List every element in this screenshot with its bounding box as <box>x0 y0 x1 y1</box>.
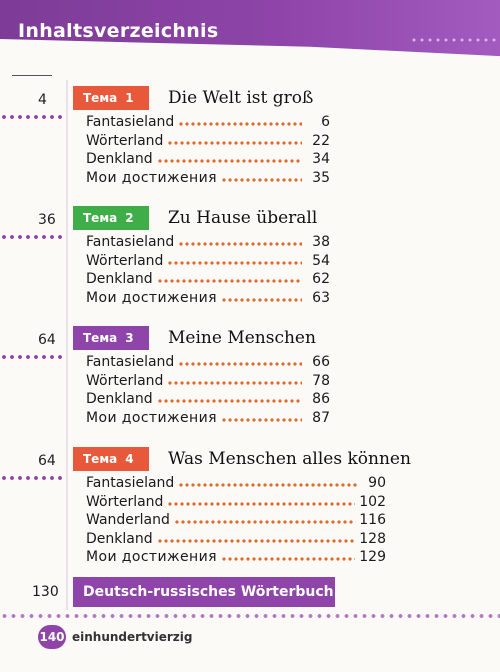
toc-page: 66 <box>312 354 330 370</box>
leader-dots <box>178 122 302 126</box>
badge-number: 4 <box>125 452 134 466</box>
toc-row[interactable] <box>86 271 330 290</box>
header-dots <box>410 38 500 42</box>
leader-dots <box>157 159 302 163</box>
leader-dots <box>167 381 302 385</box>
margin-line <box>66 80 68 610</box>
badge-number: 3 <box>125 331 134 345</box>
toc-list <box>86 354 330 428</box>
toc-page: 63 <box>312 289 330 306</box>
toc-row[interactable] <box>86 549 386 568</box>
toc-page: 38 <box>312 234 330 250</box>
toc-label: Wörterland <box>86 252 164 269</box>
leader-dots <box>178 483 358 487</box>
page-number: 140 <box>38 625 66 649</box>
dictionary-section <box>0 577 500 607</box>
leader-dots <box>221 418 302 422</box>
toc-row[interactable] <box>86 410 330 429</box>
leader-dots <box>221 298 302 302</box>
toc-row[interactable] <box>86 373 330 392</box>
topic-title[interactable]: Zu Hause überall <box>168 208 318 228</box>
leader-dots <box>178 362 302 366</box>
topic-title[interactable]: Die Welt ist groß <box>168 88 314 108</box>
toc-label: Мои достижения <box>86 549 217 565</box>
toc-row[interactable] <box>86 114 330 133</box>
dictionary-link[interactable]: Deutsch-russisches Wörterbuch <box>73 577 335 607</box>
toc-label: Мои достижения <box>86 409 217 426</box>
toc-row[interactable] <box>86 234 330 253</box>
leader-dots <box>221 178 302 182</box>
toc-label: Wörterland <box>86 132 164 149</box>
leader-dots <box>167 261 302 265</box>
toc-page: 22 <box>312 132 330 149</box>
toc-row[interactable] <box>86 151 330 170</box>
toc-list <box>86 114 330 188</box>
toc-page: 6 <box>321 114 330 130</box>
leader-dots <box>221 557 355 561</box>
topic-title[interactable]: Was Menschen alles können <box>168 449 411 469</box>
topic-start-page: 4 <box>38 92 47 108</box>
toc-label: Fantasieland <box>86 114 175 130</box>
badge-label: Тема <box>83 211 118 225</box>
toc-page: 78 <box>312 372 330 389</box>
leader-dots <box>157 399 302 403</box>
topic-badge <box>73 326 149 350</box>
toc-row[interactable] <box>86 253 330 272</box>
toc-page: 87 <box>312 409 330 426</box>
toc-row[interactable] <box>86 391 330 410</box>
toc-list <box>86 475 386 568</box>
toc-row[interactable] <box>86 354 330 373</box>
badge-label: Тема <box>83 91 118 105</box>
topic-badge <box>73 206 149 230</box>
badge-number: 1 <box>125 91 134 105</box>
topic-badge <box>73 86 149 110</box>
toc-label: Denkland <box>86 271 153 287</box>
leader-dots <box>167 141 302 145</box>
toc-page: 54 <box>312 252 330 269</box>
page-title: Inhaltsverzeichnis <box>18 20 219 42</box>
badge-label: Тема <box>83 452 118 466</box>
toc-page: 129 <box>359 549 386 565</box>
topic-start-page: 36 <box>38 212 56 228</box>
dots-divider <box>0 354 66 360</box>
toc-label: Denkland <box>86 391 153 407</box>
topic-start-page: 64 <box>38 453 56 469</box>
leader-dots <box>157 279 302 283</box>
toc-label: Fantasieland <box>86 475 175 491</box>
toc-row[interactable] <box>86 290 330 309</box>
toc-page: 34 <box>312 151 330 167</box>
toc-label: Wörterland <box>86 372 164 389</box>
page-number-word: einhundertvierzig <box>72 630 193 644</box>
leader-dots <box>167 502 355 506</box>
leader-dots <box>178 242 302 246</box>
dots-divider <box>0 475 66 481</box>
toc-page: 86 <box>312 391 330 407</box>
leader-dots <box>157 539 356 543</box>
toc-page: 116 <box>359 512 386 528</box>
topic-title[interactable]: Meine Menschen <box>168 328 316 348</box>
toc-label: Denkland <box>86 151 153 167</box>
leader-dots <box>174 520 355 524</box>
toc-label: Мои достижения <box>86 289 217 306</box>
toc-page: 102 <box>359 493 386 510</box>
toc-row[interactable] <box>86 133 330 152</box>
dots-divider <box>0 234 66 240</box>
divider <box>12 75 52 76</box>
toc-page: 35 <box>312 169 330 186</box>
toc-page: 90 <box>368 475 386 491</box>
badge-label: Тема <box>83 331 118 345</box>
topic-start-page: 64 <box>38 332 56 348</box>
dots-divider <box>0 613 500 619</box>
dictionary-page: 130 <box>32 584 59 600</box>
toc-row[interactable] <box>86 531 386 550</box>
toc-label: Wanderland <box>86 512 170 528</box>
toc-row[interactable] <box>86 475 386 494</box>
toc-row[interactable] <box>86 170 330 189</box>
topic-badge <box>73 447 149 471</box>
badge-number: 2 <box>125 211 134 225</box>
toc-label: Fantasieland <box>86 354 175 370</box>
toc-row[interactable] <box>86 494 386 513</box>
toc-label: Denkland <box>86 530 153 547</box>
toc-page: 62 <box>312 271 330 287</box>
toc-label: Fantasieland <box>86 234 175 250</box>
toc-label: Wörterland <box>86 493 164 510</box>
toc-list <box>86 234 330 308</box>
page-footer <box>38 625 193 649</box>
toc-row[interactable] <box>86 512 386 531</box>
toc-page: 128 <box>359 530 386 547</box>
dots-divider <box>0 114 66 120</box>
toc-label: Мои достижения <box>86 169 217 186</box>
